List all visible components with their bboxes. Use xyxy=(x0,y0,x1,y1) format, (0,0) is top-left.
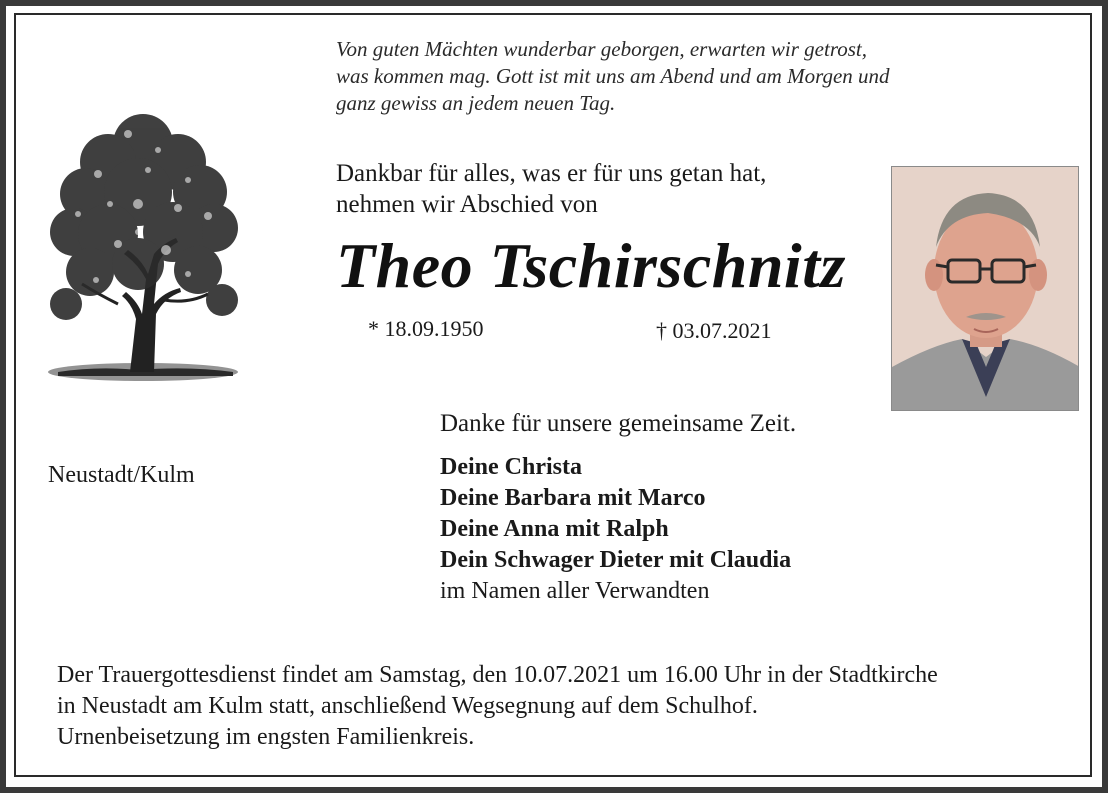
quote-block xyxy=(336,36,1036,117)
tree-illustration xyxy=(38,104,248,388)
signer: Deine Barbara mit Marco xyxy=(440,485,706,511)
place-name: Neustadt/Kulm xyxy=(48,462,195,488)
signer: Deine Christa xyxy=(440,454,582,480)
signer: Dein Schwager Dieter mit Claudia xyxy=(440,547,792,573)
service-line: Der Trauergottesdienst findet am Samstag, den 10.07.2021 um 16.00 Uhr in der Stadtkirche xyxy=(57,662,938,688)
birth-date: * 18.09.1950 xyxy=(368,316,484,341)
death-date: † 03.07.2021 xyxy=(656,318,772,343)
intro-line: nehmen wir Abschied von xyxy=(336,191,598,218)
quote-line: was kommen mag. Gott ist mit uns am Abend und am Morgen und xyxy=(336,64,890,88)
signer: Deine Anna mit Ralph xyxy=(440,516,669,542)
quote-line: ganz gewiss an jedem neuen Tag. xyxy=(336,91,616,115)
intro-text xyxy=(336,158,766,220)
service-line: in Neustadt am Kulm statt, anschließend Wegsegnung auf dem Schulhof. xyxy=(57,693,758,719)
service-line: Urnenbeisetzung im engsten Familienkreis. xyxy=(57,724,475,750)
signers-list xyxy=(440,452,791,607)
portrait-photo xyxy=(891,166,1079,411)
service-notice xyxy=(57,660,1087,753)
intro-line: Dankbar für alles, was er für uns getan hat, xyxy=(336,160,767,187)
deceased-name: Theo Tschirschnitz xyxy=(336,230,846,301)
thanks-line: Danke für unsere gemeinsame Zeit. xyxy=(440,410,797,437)
signers-footer: im Namen aller Verwandten xyxy=(440,578,710,604)
quote-line: Von guten Mächten wunderbar geborgen, erwarten wir getrost, xyxy=(336,37,867,61)
portrait-image xyxy=(892,167,1079,411)
